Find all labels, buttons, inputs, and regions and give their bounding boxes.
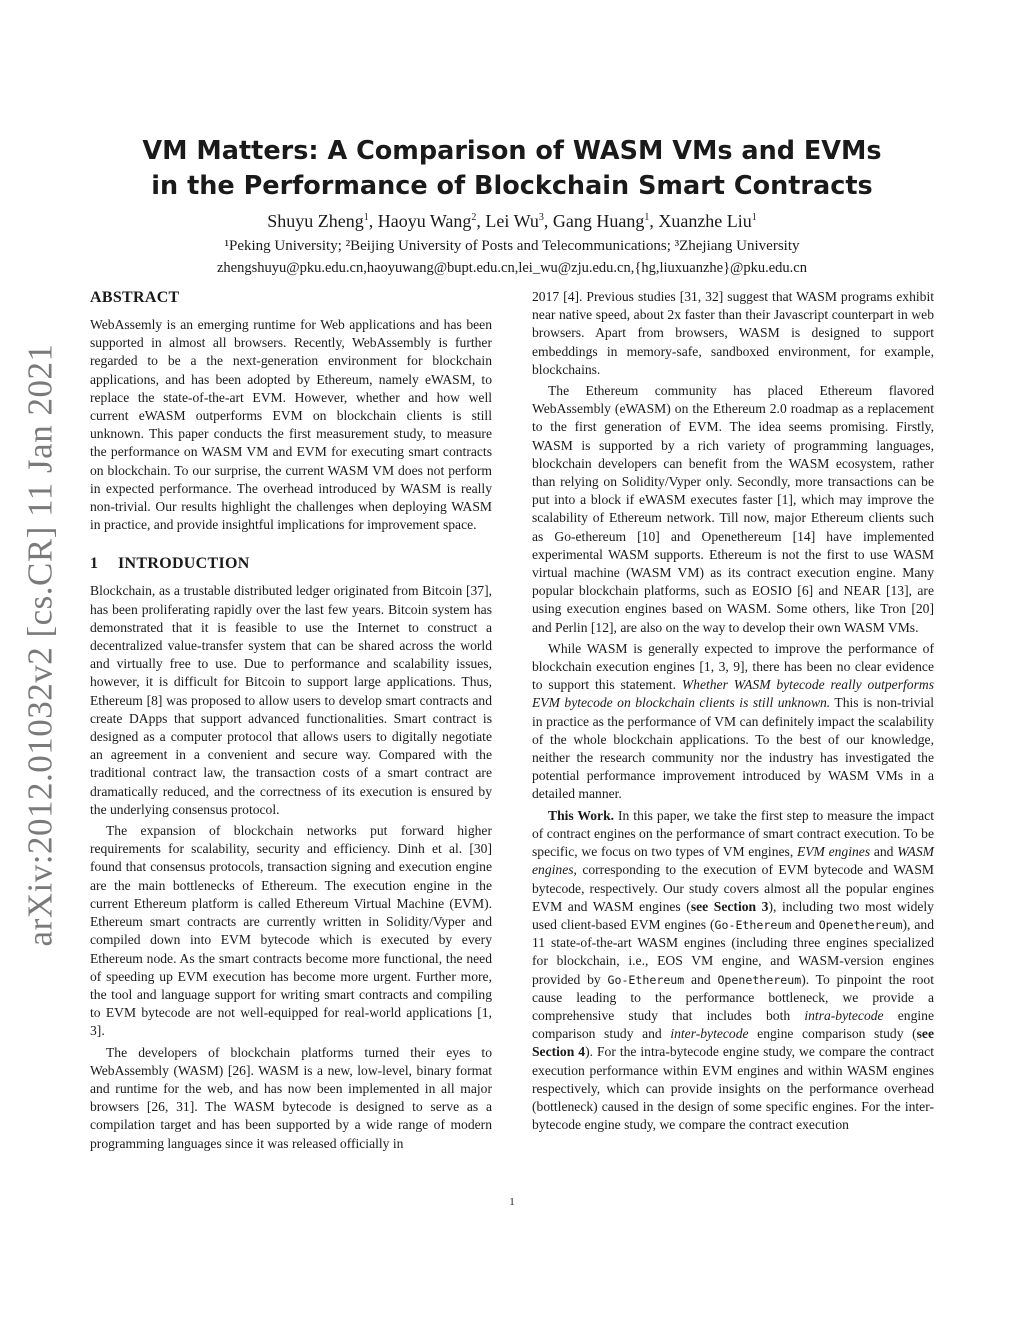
arxiv-identifier [16,345,64,945]
section-reference: see Section 4 [532,1026,934,1060]
page-number: 1 [509,1196,515,1208]
abstract-heading: ABSTRACT [90,289,180,306]
emphasis: Whether WASM bytecode really outperforms EVM bytecode on blockchain clients is still unknown. [532,677,934,711]
section-title: INTRODUCTION [118,555,250,573]
affiliations: ¹Peking University; ²Beijing University of Posts and Telecommunications; ³Zhejiang University [224,238,800,254]
author-emails: zhengshuyu@pku.edu.cn,haoyuwang@bupt.edu.cn,lei_wu@zju.edu.cn,{hg,liuxuanzhe}@pku.edu.cn [217,260,807,276]
author: Shuyu Zheng$^1$, [267,211,378,231]
title-line-1: VM Matters: A Comparison of WASM VMs and EVMs [142,136,882,166]
left-column [90,288,492,1153]
arxiv-id-text: arXiv:2012.01032v2 [cs.CR] 11 Jan 2021 [20,343,59,947]
paragraph: The developers of blockchain platforms turned their eyes to WebAssembly (WASM) [26]. WASM is a new, low-level, binary format and runtime for the web, and has now been implemented in all major browsers [26, 31]. The WASM bytecode is designed to serve as a compilation target and has been supported by a wide range of modern programming languages since it was released officially in [90,1044,492,1151]
title-line-2: in the Performance of Blockchain Smart Contracts [151,171,873,201]
paragraph-this-work: This Work. In this paper, we take the first step to measure the impact of contract engines on the performance of smart contract execution. To be specific, we focus on two types of VM engines, EVM engines and WASM engines, corresponding to the execution of EVM bytecode and WASM bytecode, respectively. Our study covers almost all the popular engines EVM and WASM engines (see Section 3), including two most widely used client-based EVM engines (Go-Ethereum and Openethereum), and 11 state-of-the-art WASM engines (including three engines specialized for blockchain, i.e., EOS VM engine, and WASM-version engines provided by Go-Ethereum and Openethereum). To pinpoint the root cause leading to the performance bottleneck, we provide a comprehensive study that includes both intra-bytecode engine comparison study and inter-bytecode engine comparison study (see Section 4). For the intra-bytecode engine study, we compare the contract execution performance within EVM engines and within WASM engines respectively, which can provide insights on the performance overhead (bottleneck) caused in the design of some specific engines. For the inter-bytecode engine study, we compare the contract execution [532,807,934,1133]
section-heading-introduction [90,554,492,574]
paragraph: The expansion of blockchain networks put forward higher requirements for scalability, security and efficiency. Dinh et al. [30] found that consensus protocols, transaction signing and execution engine are the main bottlenecks of Ethereum. The execution engine in the current Ethereum platform is called Ethereum Virtual Machine (EVM). Ethereum smart contracts are currently written in Solidity/Vyper and compiled down into EVM bytecode which is executed by every Ethereum node. As the smart contracts become more functional, the need of speeding up EVM execution has become more urgent. Further more, the tool and language support for writing smart contracts and compiling to EVM bytecode are not well-equipped for real-world applications [1, 3]. [90,823,492,1039]
abstract-text: WebAssemly is an emerging runtime for Web applications and has been supported in almost all browsers. Recently, WebAssembly is further regarded to be a the next-generation environment for blockchain applications, and has been adopted by Ethereum, namely eWASM, to replace the state-of-the-art EVM. However, whether and how well current eWASM outperforms EVM on blockchain clients is still unknown. This paper conducts the first measurement study, to measure the performance on WASM VM and EVM for executing smart contracts on blockchain. To our surprise, the current WASM VM does not perform in expected performance. The overhead introduced by WASM is really non-trivial. Our results highlight the challenges when deploying WASM in practice, and provide insightful implications for improvement space. [90,317,492,533]
paragraph: While WASM is generally expected to improve the performance of blockchain execution engines [1, 3, 9], there has been no clear evidence to support this statement. Whether WASM bytecode really outperforms EVM bytecode on blockchain clients is still unknown. This is non-trivial in practice as the performance of VM can definitely impact the scalability of the whole blockchain applications. To the best of our knowledge, neither the research community nor the industry has investigated the potential performance improvement introduced by WASM VMs in a detailed manner. [532,640,934,802]
author: Xuanzhe Liu$^1$ [658,211,757,231]
author: Gang Huang$^1$, [552,211,659,231]
paragraph: 2017 [4]. Previous studies [31, 32] suggest that WASM programs exhibit near native speed, about 2x faster than their Javascript counterpart in web browsers. Apart from browsers, WASM is designed to support embeddings in memory-safe, sandboxed environment, for example, blockchains. [532,289,934,377]
paper-title [100,134,924,204]
paragraph: Blockchain, as a trustable distributed ledger originated from Bitcoin [37], has been proliferating rapidly over the last few years. Bitcoin system has demonstrated that it is feasible to use the Internet to construct a decentralized value-transfer system that can be shared across the world and virtually free to use. Due to performance and scalability issues, however, it is difficult for Bitcoin to support large applications. Thus, Ethereum [8] was proposed to allow users to develop smart contracts and create DApps that support advanced functionalities. Smart contract is designed as a computer protocol that allows users to digitally negotiate an agreement in a convenient and secure way. Compared with the traditional contract law, the transaction costs of a smart contract are dramatically reduced, and the correctness of its execution is ensured by the underlying consensus protocol. [90,583,492,817]
run-in-heading: This Work. [548,807,615,823]
author: Haoyu Wang$^2$, [377,211,486,231]
right-column [532,288,934,1134]
section-reference: see Section 3 [690,898,769,914]
section-number: 1 [90,555,99,573]
author-list [100,209,924,233]
author: Lei Wu$^3$, [485,211,553,231]
paragraph: The Ethereum community has placed Ethereum flavored WebAssembly (eWASM) on the Ethereum 2.0 roadmap as a replacement to the first generation of EVM. The idea seems promising. Firstly, WASM is supported by a rich variety of programming languages, blockchain developers can benefit from the WASM ecosystem, rather than relying on Solidity/Vyper only. Secondly, more transactions can be put into a block if eWASM executes faster [1], which may improve the scalability of Ethereum network. Till now, major Ethereum clients such as Go-ethereum [10] and Openethereum [14] have implemented experimental WASM supports. Ethereum is not the first to use WASM virtual machine (WASM VM) as its contract execution engine. Many popular blockchain platforms, such as EOSIO [6] and NEAR [13], are using execution engines based on WASM. Some others, like Tron [20] and Perlin [12], are also on the way to develop their own WASM VMs. [532,383,934,635]
